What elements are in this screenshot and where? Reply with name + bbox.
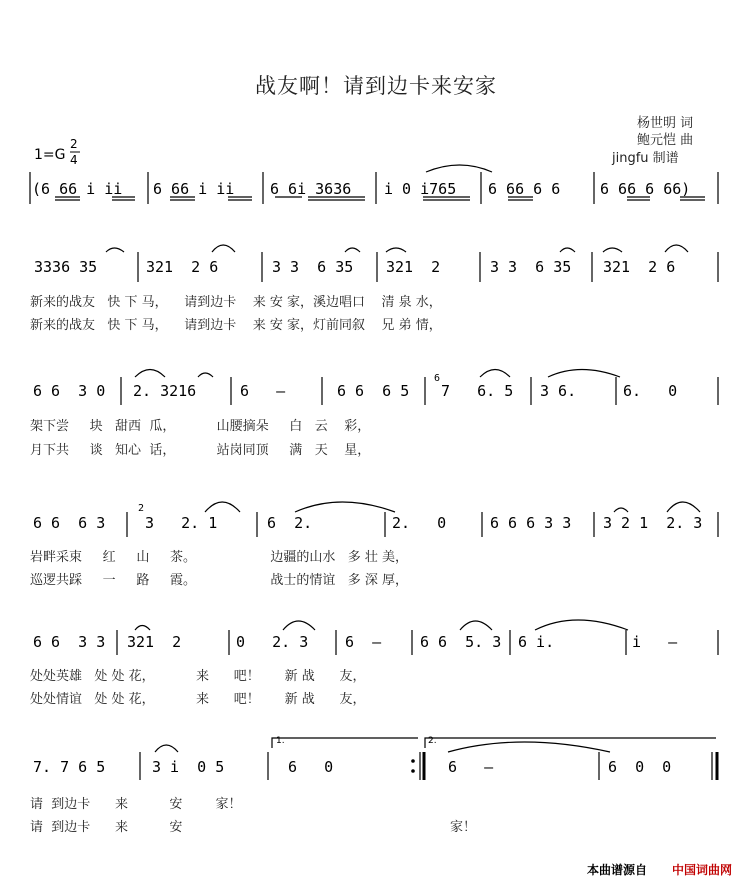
- volta-second-ending: 2.: [428, 736, 437, 746]
- source-site-link[interactable]: 中国词曲网: [672, 863, 733, 877]
- row4-measure6: 3 2 1 2. 3: [603, 514, 703, 532]
- row6-measure4: 6 –: [448, 758, 494, 776]
- key-signature: 1=G: [34, 147, 66, 163]
- row3-lyrics-verse2: 月下共 谈 知心 话， 站岗同顶 满 天 星，: [30, 443, 371, 458]
- row5-measure6: 6 i.: [518, 633, 555, 651]
- row3-measure4: 6 6 6 5: [337, 382, 410, 400]
- row1-measure2: 6 66 i ii: [153, 180, 235, 198]
- row2-lyrics-verse2: 新来的战友 快 下 马， 请到边卡 来 安 家，灯前同叙 兄 弟 情，: [30, 318, 442, 333]
- row4-lyrics-verse2: 巡逻共踩 一 路 霞。 战士的情谊 多 深 厚，: [30, 573, 409, 588]
- row3-measure6: 3 6.: [540, 382, 577, 400]
- row2-measure2: 321 2 6: [146, 258, 219, 276]
- row6-lyrics-verse1: 请 到边卡 来 安 家！: [30, 797, 242, 812]
- row2-measure6: 321 2 6: [603, 258, 676, 276]
- row6-measure2: 3 i 0 5: [152, 758, 225, 776]
- row3-measure1: 6 6 3 0: [33, 382, 106, 400]
- time-signature-top: 2: [70, 137, 78, 151]
- transcriber-credit: jingfu 制谱: [612, 151, 679, 166]
- row5-measure1: 6 6 3 3: [33, 633, 106, 651]
- row4-measure4: 2. 0: [392, 514, 447, 532]
- lyricist-credit: 杨世明 词: [637, 116, 694, 131]
- row2-measure1: 3336 35: [34, 258, 98, 276]
- row3-lyrics-verse1: 架下尝 块 甜西 瓜， 山腰摘朵 白 云 彩，: [30, 419, 371, 434]
- row1-measure4: i 0 i765: [384, 180, 457, 198]
- row6-measure5: 6 0 0: [608, 758, 672, 776]
- row6-measure3: 6 0: [288, 758, 334, 776]
- volta-first-ending: 1.: [276, 736, 285, 746]
- row5-measure2: 321 2: [127, 633, 182, 651]
- row2-measure4: 321 2: [386, 258, 441, 276]
- row6-lyrics-verse2a: 请 到边卡 来 安: [30, 820, 183, 835]
- row4-measure2: 3 2. 1: [145, 514, 218, 532]
- song-title: 战友啊！请到边卡来安家: [255, 74, 497, 98]
- row3-measure5: 7 6. 5: [441, 382, 514, 400]
- row3-measure7: 6. 0: [623, 382, 678, 400]
- row4-measure1: 6 6 6 3: [33, 514, 106, 532]
- row5-measure3: 0 2. 3: [236, 633, 309, 651]
- row4-measure3: 6 2.: [267, 514, 313, 532]
- row5-measure7: i –: [632, 633, 678, 651]
- row1-measure5: 6 66 6 6: [488, 180, 561, 198]
- row5-measure4: 6 –: [345, 633, 382, 651]
- source-text: 本曲谱源自: [587, 863, 648, 877]
- row1-measure3: 6 6i 3636: [270, 180, 352, 198]
- row6-lyrics-verse2b: 家！: [450, 820, 477, 835]
- row2-measure5: 3 3 6 35: [490, 258, 572, 276]
- composer-credit: 鲍元恺 曲: [637, 133, 694, 148]
- row1-measure6: 6 66 6 66): [600, 180, 691, 198]
- row4-measure5: 6 6 6 3 3: [490, 514, 572, 532]
- row5-measure5: 6 6 5. 3: [420, 633, 502, 651]
- row4-lyrics-verse1: 岩畔采束 红 山 茶。 边疆的山水 多 壮 美，: [30, 550, 409, 565]
- row5-lyrics-verse2: 处处情谊 处 处 花， 来 吧！ 新 战 友，: [30, 692, 366, 707]
- row3-grace-note: 6: [434, 373, 441, 384]
- row3-measure3: 6 –: [240, 382, 286, 400]
- row6-measure1: 7. 7 6 5: [33, 758, 106, 776]
- time-signature-bottom: 4: [70, 153, 78, 167]
- row2-measure3: 3 3 6 35: [272, 258, 354, 276]
- row4-grace-note: 2: [138, 503, 145, 514]
- row2-lyrics-verse1: 新来的战友 快 下 马， 请到边卡 来 安 家，溪边唱口 清 泉 水，: [30, 295, 442, 310]
- row3-measure2: 2. 3216: [133, 382, 197, 400]
- row1-measure1: (6 66 i ii: [32, 180, 123, 198]
- row5-lyrics-verse1: 处处英雄 处 处 花， 来 吧！ 新 战 友，: [30, 669, 366, 684]
